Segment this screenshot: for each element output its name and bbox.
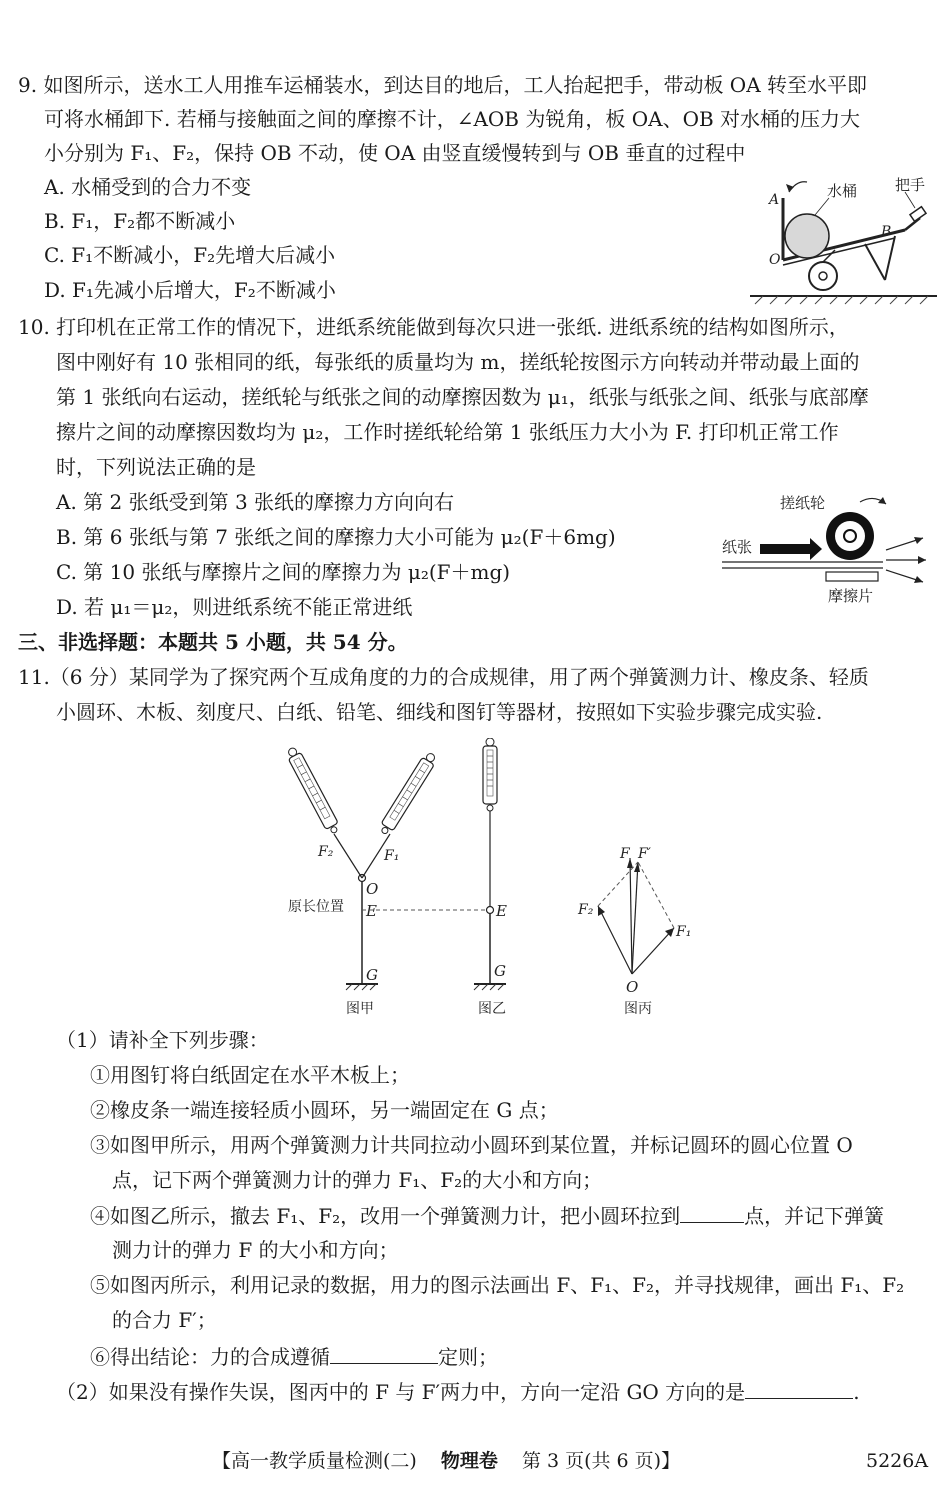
footer-exam-title [212, 1447, 680, 1475]
q11-step-4a-pre: ④如图乙所示，撤去 F₁、F₂，改用一个弹簧测力计，把小圆环拉到 [90, 1204, 681, 1228]
jia-o-label: O [366, 880, 379, 898]
q11-step-5a: ⑤如图丙所示，利用记录的数据，用力的图示法画出 F、F₁、F₂，并寻找规律，画出 F₁、F₂ [90, 1273, 905, 1297]
q11-line-1: 11.（6 分）某同学为了探究两个互成角度的力的合成规律，用了两个弹簧测力计、橡皮条、轻质 [18, 665, 869, 689]
q10-line-3: 第 1 张纸向右运动，搓纸轮与纸张之间的动摩擦因数为 μ₁，纸张与纸张之间、纸张与底部摩 [56, 385, 869, 409]
jia-f2-label: F₂ [318, 844, 334, 860]
cart-figure [745, 170, 940, 310]
q11-line-2: 小圆环、木板、刻度尺、白纸、铅笔、细线和图钉等器材，按照如下实验步骤完成实验. [56, 700, 823, 724]
q11-part-2 [56, 1376, 860, 1407]
bing-fprime-label: F′ [638, 846, 651, 862]
q11-step-3b: 点，记下两个弹簧测力计的弹力 F₁、F₂的大小和方向； [112, 1168, 603, 1192]
point-o-label: O [769, 252, 781, 268]
q10-option-a: A. 第 2 张纸受到第 3 张纸的摩擦力方向向右 [56, 490, 455, 514]
blank-step-4[interactable] [680, 1200, 744, 1223]
yi-e-label: E [496, 902, 507, 920]
bing-f-label: F [620, 846, 630, 862]
q9-option-b: B. F₁，F₂都不断减小 [44, 209, 236, 233]
handle-grip [910, 207, 926, 222]
jia-g-label: G [366, 966, 378, 984]
q11-part-1: （1）请补全下列步骤： [56, 1028, 269, 1052]
bing-f2-label: F₂ [578, 902, 594, 918]
figure-yi-caption: 图乙 [478, 1001, 506, 1017]
q10-option-d: D. 若 μ₁＝μ₂，则进纸系统不能正常进纸 [56, 595, 413, 619]
q9-option-a: A. 水桶受到的合力不变 [44, 175, 252, 199]
bucket-label: 水桶 [827, 182, 858, 200]
q10-line-1: 10. 打印机在正常工作的情况下，进纸系统能做到每次只进一张纸. 进纸系统的结构如图所示， [18, 315, 849, 339]
q11-step-6 [90, 1341, 498, 1372]
q11-step-2: ②橡皮条一端连接轻质小圆环，另一端固定在 G 点； [90, 1098, 559, 1122]
handle-label: 把手 [895, 176, 926, 194]
point-a-label: A [769, 192, 780, 208]
bing-f-vector [630, 858, 632, 974]
q11-part-2-post: . [853, 1380, 860, 1404]
feed-arrow-head [810, 538, 822, 560]
paper-label: 纸张 [722, 538, 753, 556]
figure-bing-caption: 图丙 [624, 1001, 652, 1017]
section-3-heading: 三、非选择题：本题共 5 小题，共 54 分。 [18, 630, 408, 654]
pad-label: 摩擦片 [828, 587, 874, 605]
bing-f1-vector [632, 928, 674, 974]
footer-page: 第 3 页(共 6 页)】 [521, 1450, 681, 1472]
q11-step-3a: ③如图甲所示，用两个弹簧测力计共同拉动小圆环到某位置，并标记圆环的圆心位置 O [90, 1133, 853, 1157]
q9-line-3: 小分别为 F₁、F₂，保持 OB 不动，使 OA 由竖直缓慢转到与 OB 垂直的过程中 [44, 141, 746, 165]
q11-step-6-post: 定则； [438, 1345, 498, 1369]
q11-part-2-pre: （2）如果没有操作失误，图丙中的 F 与 F′两力中，方向一定沿 GO 方向的是 [56, 1380, 746, 1404]
q10-line-2: 图中刚好有 10 张相同的纸，每张纸的质量均为 m，搓纸轮按图示方向转动并带动最上面的 [56, 350, 860, 374]
roller-label: 搓纸轮 [780, 494, 826, 512]
bing-fprime-vector [632, 862, 638, 974]
blank-step-6[interactable] [330, 1341, 438, 1364]
figure-bing [577, 846, 691, 1017]
q10-option-c: C. 第 10 张纸与摩擦片之间的摩擦力为 μ₂(F＋mg) [56, 560, 511, 584]
footer-left: 【高一教学质量检测(二) [212, 1450, 417, 1472]
friction-pad [826, 572, 878, 581]
q9-line-1: 9. 如图所示，送水工人用推车运桶装水，到达目的地后，工人抬起把手，带动板 OA 转至水平即 [18, 73, 867, 97]
q10-line-5: 时，下列说法正确的是 [56, 455, 256, 479]
q11-step-6-pre: ⑥得出结论：力的合成遵循 [90, 1345, 330, 1369]
q9-option-d: D. F₁先减小后增大，F₂不断减小 [44, 278, 336, 302]
force-experiment-figure [282, 738, 702, 1020]
q11-step-1: ①用图钉将白纸固定在水平木板上； [90, 1063, 410, 1087]
figure-yi [474, 738, 507, 1017]
q9-line-2: 可将水桶卸下. 若桶与接触面之间的摩擦不计，∠AOB 为锐角，板 OA、OB 对水桶的压力大 [44, 107, 861, 131]
q11-step-4b: 测力计的弹力 F 的大小和方向； [112, 1238, 399, 1262]
q11-step-4a-post: 点，并记下弹簧 [744, 1204, 885, 1228]
q10-line-4: 擦片之间的动摩擦因数均为 μ₂，工作时搓纸轮给第 1 张纸压力大小为 F. 打印机正常工作 [56, 420, 839, 444]
jia-f1-label: F₁ [384, 848, 400, 864]
blank-part-2[interactable] [745, 1376, 853, 1399]
q11-step-4a [90, 1200, 884, 1231]
bucket-circle [785, 214, 829, 258]
figure-jia-caption: 图甲 [346, 1001, 374, 1017]
q9-option-c: C. F₁不断减小，F₂先增大后减小 [44, 243, 336, 267]
figure-jia [285, 745, 439, 1017]
bing-f2-vector [598, 906, 632, 974]
jia-e-label: E [366, 902, 377, 920]
original-length-label: 原长位置 [288, 899, 344, 915]
bing-o-label: O [626, 978, 639, 996]
q10-option-b: B. 第 6 张纸与第 7 张纸之间的摩擦力大小可能为 μ₂(F＋6mg) [56, 525, 616, 549]
feed-arrow-shaft [760, 544, 810, 554]
paper-feed-figure [718, 488, 942, 608]
footer-code: 5226A [866, 1450, 929, 1472]
yi-g-label: G [494, 962, 506, 980]
footer-subject: 物理卷 [440, 1450, 498, 1472]
q11-step-5b: 的合力 F′； [112, 1308, 217, 1332]
bing-f1-label: F₁ [676, 924, 692, 940]
point-b-label: B [881, 224, 892, 240]
